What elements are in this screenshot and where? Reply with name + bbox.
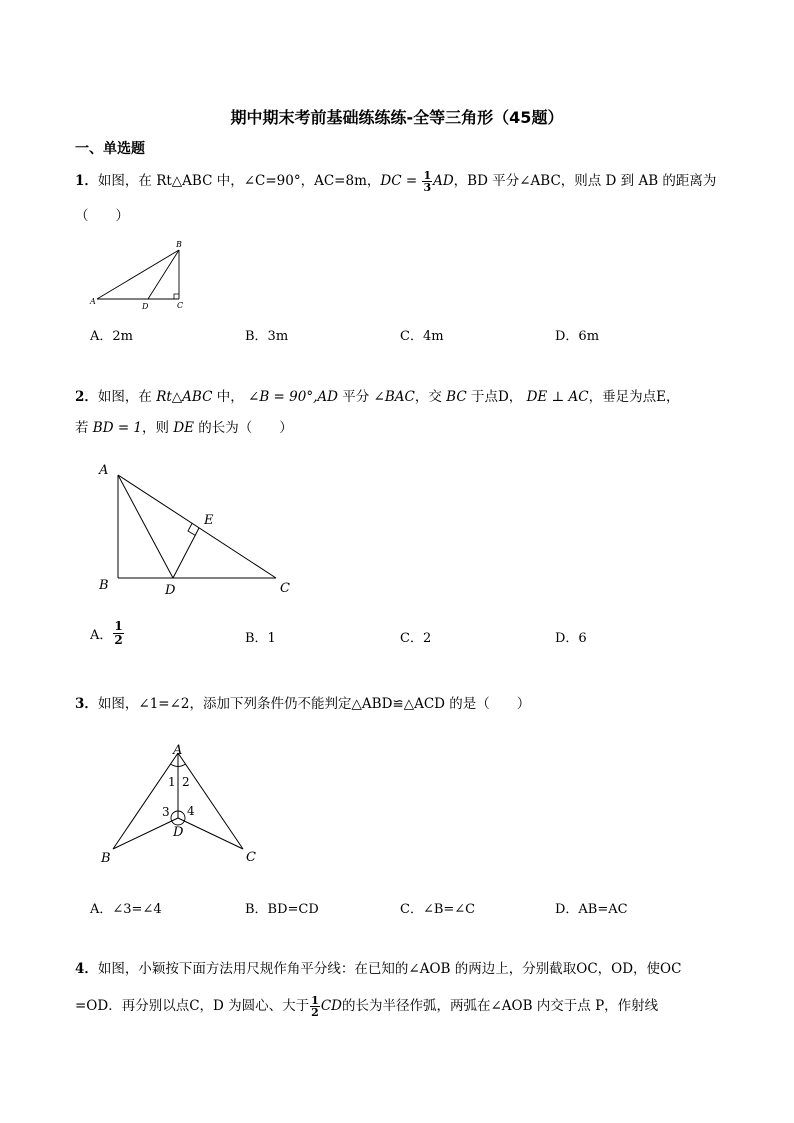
q2-option-a-num: 1 xyxy=(114,619,123,633)
q2-side-ac xyxy=(118,475,276,578)
q2-text-6: ，垂足为点E， xyxy=(588,389,680,405)
q2-text-2: 中， xyxy=(212,389,249,405)
q3-label-angle2: 2 xyxy=(182,775,190,789)
q1-label-c: C xyxy=(177,301,184,310)
q4-frac-num: 1 xyxy=(311,994,319,1007)
q2-label-c: C xyxy=(280,581,290,596)
q1-frac-den: 3 xyxy=(423,181,432,194)
q2-text-3: 平分 xyxy=(337,389,374,405)
q2-math-2: ∠B = 90°,AD xyxy=(248,389,338,405)
q1-side-ab xyxy=(97,250,179,299)
q3-option-b[interactable]: B．BD=CD xyxy=(245,902,319,917)
q1-option-c[interactable]: C．4m xyxy=(400,329,444,344)
q1-label-b: B xyxy=(176,240,182,249)
q1-text-b: ，BD 平分∠ABC，则点 D 到 AB 的距离为 xyxy=(453,173,717,189)
q2-math-7: DE xyxy=(173,420,195,436)
q4-fraction xyxy=(310,995,320,1018)
q3-label-b: B xyxy=(101,851,111,866)
q3-stem xyxy=(75,694,530,714)
q2-number: 2． xyxy=(75,389,98,405)
q1-text-a: 如图，在 Rt△ABC 中，∠C=90°，AC=8m， xyxy=(97,173,381,189)
q1-math-dc: DC xyxy=(380,173,402,189)
q4-frac-den: 2 xyxy=(311,1006,319,1019)
q1-math-eq: = xyxy=(401,173,422,189)
q1-stem-line2: （ ） xyxy=(75,208,129,224)
q3-option-a[interactable]: A．∠3=∠4 xyxy=(90,902,162,917)
q2-option-a[interactable] xyxy=(90,620,125,647)
q2-text-7: 若 xyxy=(75,420,93,436)
q2-text-1: 如图，在 xyxy=(97,389,157,405)
q2-segment-ad xyxy=(118,475,173,578)
q2-math-5: DE ⊥ AC xyxy=(526,389,589,405)
q2-option-a-den: 2 xyxy=(114,633,123,647)
q3-label-d: D xyxy=(173,825,184,840)
q2-option-a-fraction xyxy=(113,620,123,647)
q1-number: 1． xyxy=(75,173,98,189)
q1-segment-bd xyxy=(148,250,179,299)
q2-text-4: ，交 xyxy=(414,389,447,405)
q3-number: 3． xyxy=(75,696,98,712)
q2-math-1: Rt△ABC xyxy=(156,389,213,405)
q3-option-c[interactable]: C．∠B=∠C xyxy=(400,902,476,917)
q3-label-a: A xyxy=(173,743,183,758)
q1-label-a: A xyxy=(90,297,96,306)
q2-math-3: ∠BAC xyxy=(373,389,415,405)
q4-text-1: 如图，小颖按下面方法用尺规作角平分线：在已知的∠AOB 的两边上，分别截取OC，OD，使OC xyxy=(97,961,682,977)
q3-label-angle1: 1 xyxy=(168,775,176,789)
q2-label-b: B xyxy=(99,578,109,593)
q2-text-8: ，则 xyxy=(142,420,174,436)
q4-text-2b: 的长为半径作弧，两弧在∠AOB 内交于点 P，作射线 xyxy=(341,998,659,1014)
q1-right-angle-mark xyxy=(174,294,179,299)
q4-number: 4． xyxy=(75,961,98,977)
q4-stem-line2 xyxy=(75,995,658,1018)
q3-figure xyxy=(98,740,268,868)
q2-text-9: 的长为（ ） xyxy=(194,420,293,436)
q2-text-5: 于点D， xyxy=(466,389,527,405)
q2-option-b[interactable]: B．1 xyxy=(245,631,276,646)
q1-figure xyxy=(88,238,198,310)
q3-side-ac xyxy=(178,753,243,849)
section-heading: 一、单选题 xyxy=(75,141,145,157)
q1-frac-num: 1 xyxy=(423,169,432,182)
q1-fraction xyxy=(422,170,432,193)
q1-option-a[interactable]: A．2m xyxy=(90,329,133,344)
q1-label-d: D xyxy=(142,302,149,310)
q4-text-2a: =OD．再分别以点C，D 为圆心、大于 xyxy=(75,998,310,1014)
q2-math-6: BD = 1 xyxy=(92,420,143,436)
q2-label-e: E xyxy=(204,513,214,528)
q2-figure xyxy=(95,458,305,600)
q3-label-angle3: 3 xyxy=(162,805,170,819)
q2-label-a: A xyxy=(99,463,109,478)
q2-math-4: BC xyxy=(446,389,467,405)
q3-text: 如图，∠1=∠2，添加下列条件仍不能判定△ABD≌△ACD 的是（ ） xyxy=(97,696,531,712)
q3-option-d[interactable]: D．AB=AC xyxy=(555,902,628,917)
q2-stem-line1 xyxy=(75,387,679,407)
page-title: 期中期末考前基础练练练-全等三角形（45题） xyxy=(230,108,564,127)
q2-option-a-prefix: A． xyxy=(90,628,113,643)
q3-label-c: C xyxy=(246,850,256,865)
q3-segment-bd xyxy=(113,818,178,849)
q3-segment-cd xyxy=(178,818,243,849)
q1-option-d[interactable]: D．6m xyxy=(555,329,600,344)
q1-option-b[interactable]: B．3m xyxy=(245,329,289,344)
q2-stem-line2 xyxy=(75,418,293,438)
q3-side-ab xyxy=(113,753,178,849)
q2-option-c[interactable]: C．2 xyxy=(400,631,432,646)
q1-stem-line1 xyxy=(75,170,716,193)
q4-stem-line1 xyxy=(75,959,681,979)
q3-label-angle4: 4 xyxy=(187,804,195,818)
q1-math-ad: AD xyxy=(433,173,454,189)
q4-math-cd: CD xyxy=(320,998,342,1014)
q2-option-d[interactable]: D．6 xyxy=(555,631,587,646)
q2-label-d: D xyxy=(165,583,176,598)
